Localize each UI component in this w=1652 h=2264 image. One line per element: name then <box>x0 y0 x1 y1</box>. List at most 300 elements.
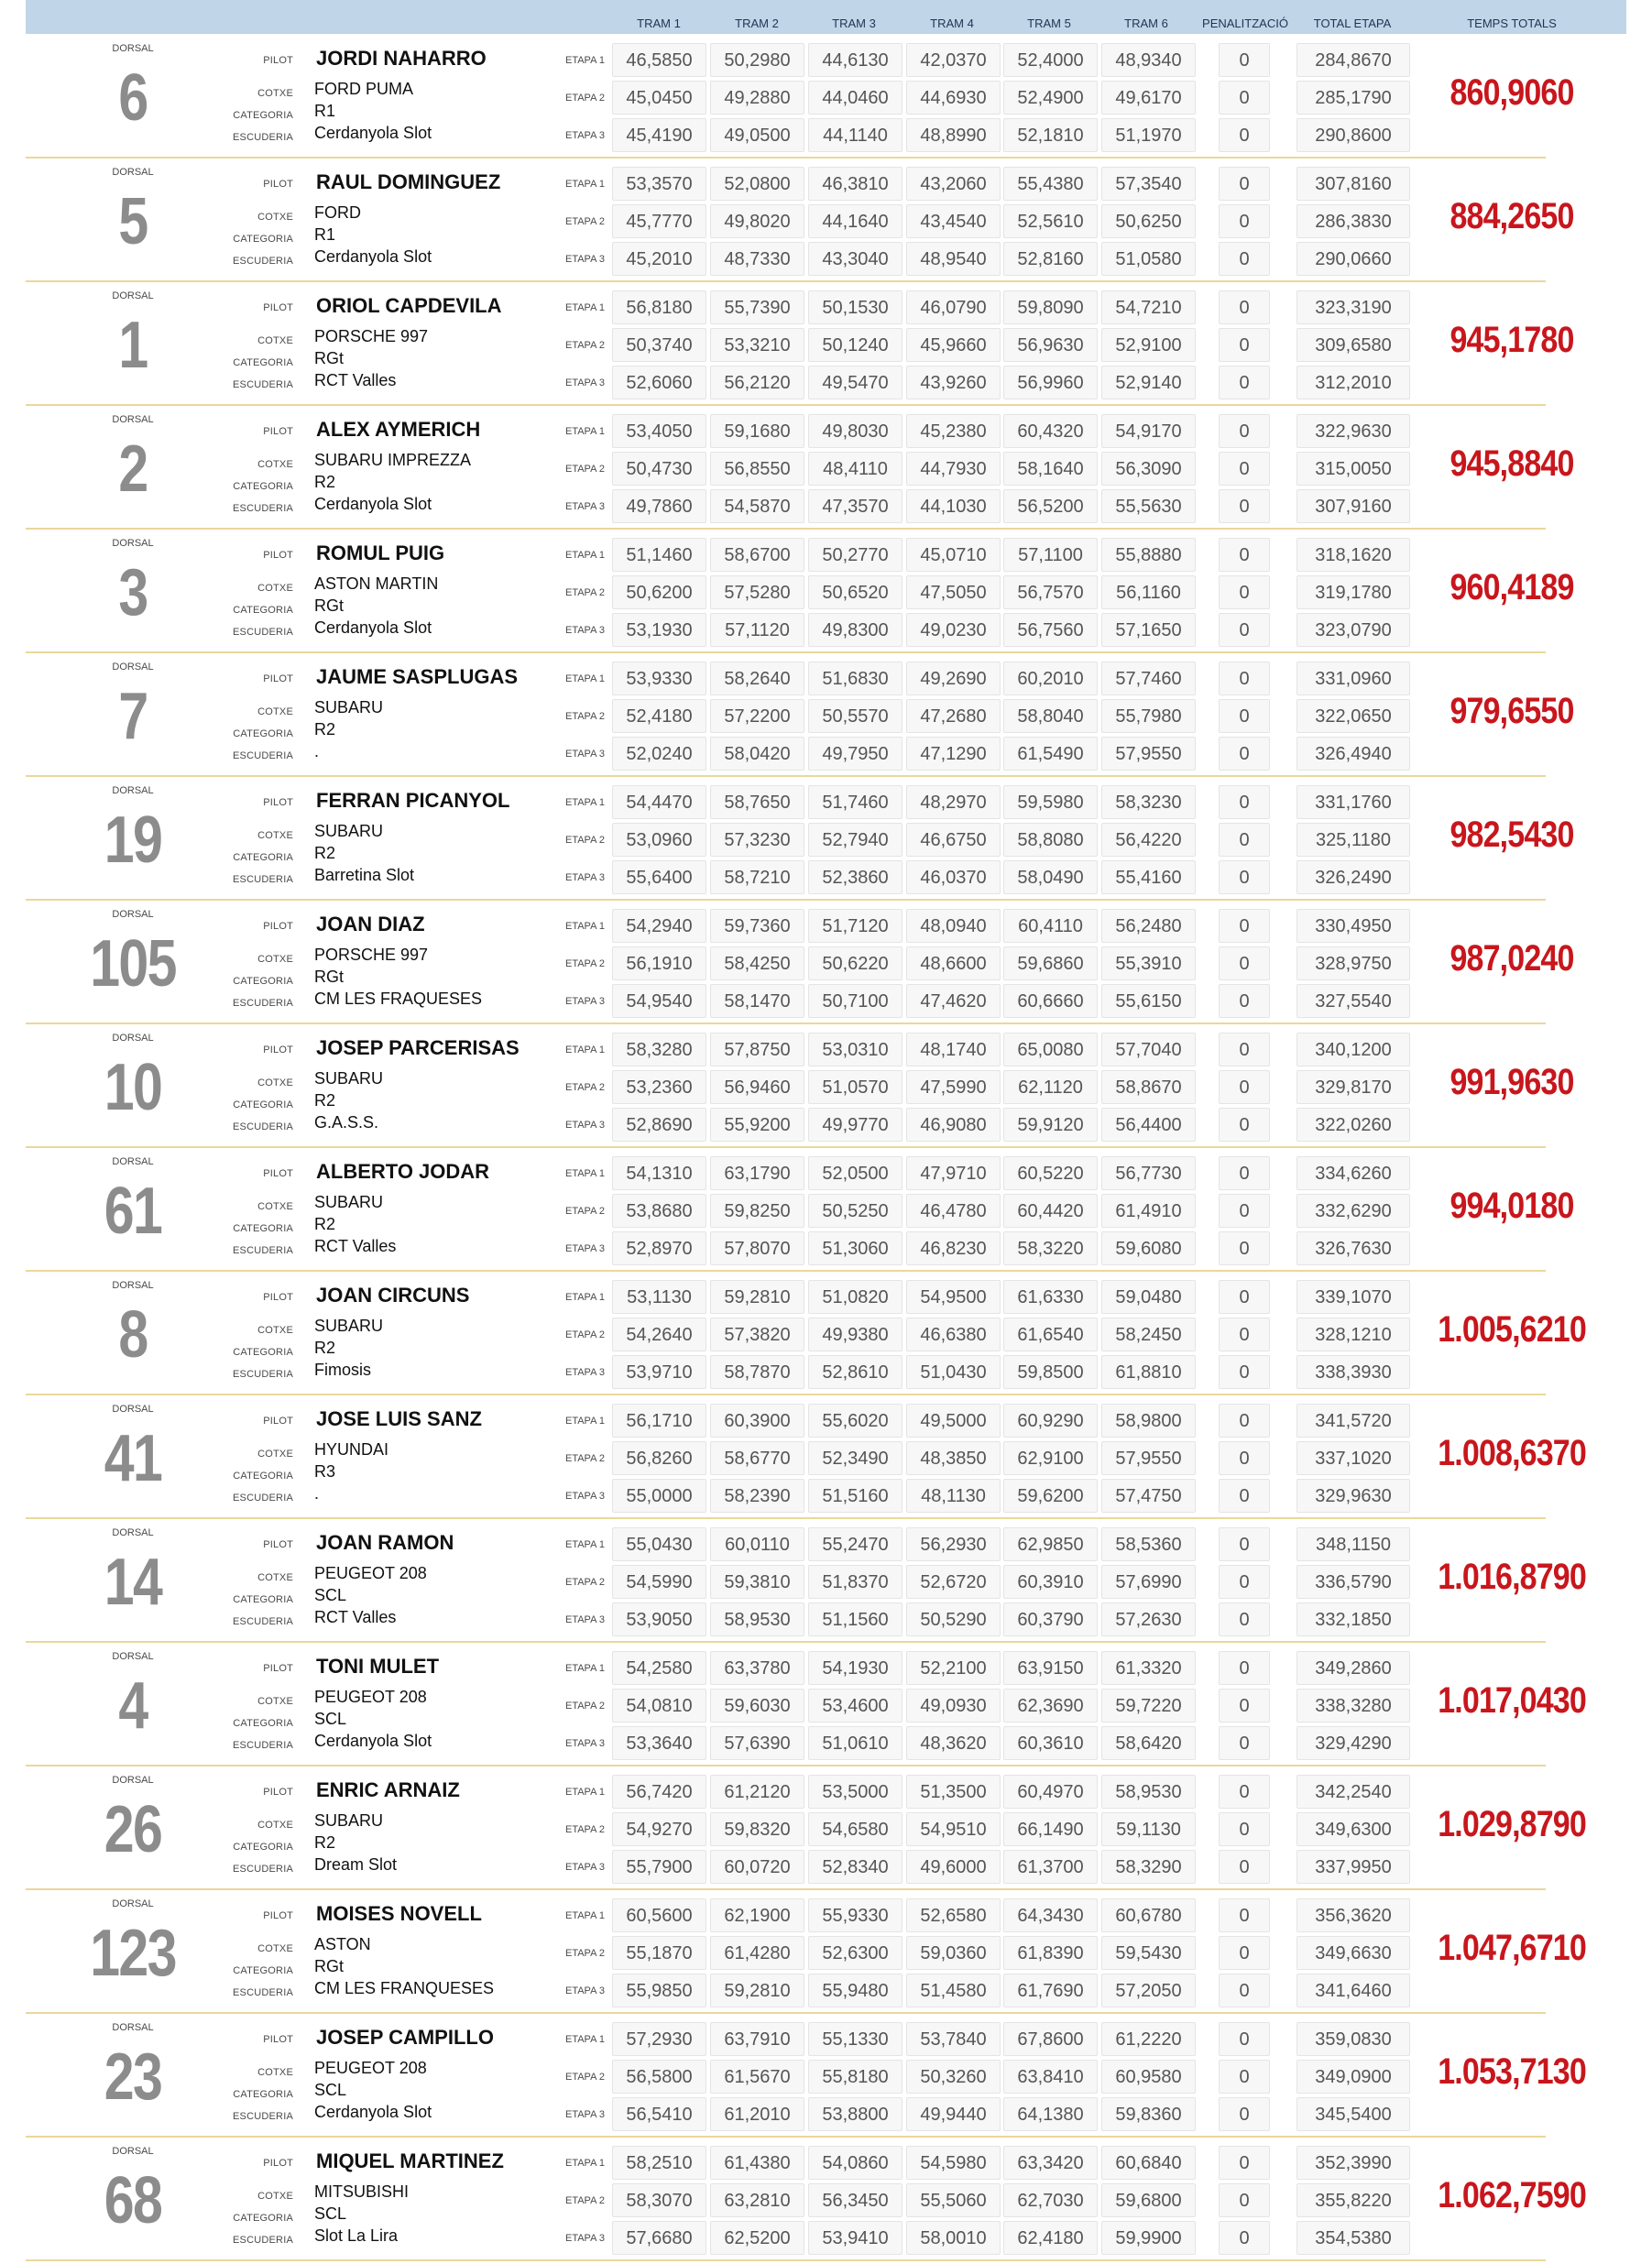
tram-time-cell: 58,8080 <box>1003 823 1098 857</box>
tram-time-cell: 55,9850 <box>612 1974 706 2007</box>
entry-block <box>0 1642 1652 1766</box>
tram-time-cell: 54,2580 <box>612 1651 706 1685</box>
category: R2 <box>314 1833 336 1852</box>
car-model: ASTON MARTIN <box>314 574 439 593</box>
tram-time-cell: 51,0430 <box>906 1355 1001 1389</box>
tram-time-cell: 59,6200 <box>1003 1479 1098 1513</box>
entry-block <box>0 1518 1652 1642</box>
escuderia-label: ESCUDERIA <box>233 1245 293 1256</box>
penalty-cell: 0 <box>1219 366 1270 399</box>
tram-time-cell: 50,6200 <box>612 575 706 609</box>
stage-label: ETAPA 2 <box>564 1577 605 1588</box>
tram-time-cell: 46,6380 <box>906 1318 1001 1351</box>
team: CM LES FRANQUESES <box>314 1979 495 1997</box>
penalty-cell: 0 <box>1219 909 1270 943</box>
entry-block <box>0 776 1652 900</box>
tram-time-cell: 52,4900 <box>1003 81 1098 115</box>
stage-label: ETAPA 3 <box>564 501 605 512</box>
category: R2 <box>314 844 336 862</box>
tram-time-cell: 57,3540 <box>1101 167 1196 201</box>
tram-time-cell: 60,5600 <box>612 1898 706 1932</box>
tram-time-cell: 57,5280 <box>710 575 804 609</box>
escuderia-label: ESCUDERIA <box>233 750 293 761</box>
dorsal-label: DORSAL <box>112 1156 154 1167</box>
tram-time-cell: 56,4400 <box>1101 1108 1196 1142</box>
tram-time-cell: 58,2450 <box>1101 1318 1196 1351</box>
tram-time-cell: 55,7980 <box>1101 699 1196 733</box>
stage-total-cell: 338,3280 <box>1296 1689 1410 1723</box>
categoria-label: CATEGORIA <box>233 234 293 245</box>
penalty-cell: 0 <box>1219 118 1270 152</box>
entry-block <box>0 2137 1652 2260</box>
cotxe-label: COTXE <box>257 459 293 470</box>
penalty-cell: 0 <box>1219 81 1270 115</box>
tram-time-cell: 63,2810 <box>710 2183 804 2217</box>
tram-time-cell: 52,6060 <box>612 366 706 399</box>
tram-time-cell: 58,9530 <box>1101 1775 1196 1809</box>
tram-time-cell: 60,3790 <box>1003 1602 1098 1636</box>
tram-time-cell: 59,8250 <box>710 1194 804 1228</box>
tram-time-cell: 59,6080 <box>1101 1231 1196 1265</box>
tram-time-cell: 51,0610 <box>808 1726 903 1760</box>
penalty-cell: 0 <box>1219 538 1270 572</box>
tram-time-cell: 61,5670 <box>710 2060 804 2094</box>
dorsal-number: 7 <box>118 680 148 753</box>
tram-time-cell: 56,2120 <box>710 366 804 399</box>
tram-time-cell: 57,1100 <box>1003 538 1098 572</box>
tram-time-cell: 49,9440 <box>906 2097 1001 2131</box>
stage-label: ETAPA 3 <box>564 872 605 883</box>
tram-time-cell: 52,8340 <box>808 1850 903 1884</box>
penalty-cell: 0 <box>1219 984 1270 1018</box>
category: SCL <box>314 1710 347 1728</box>
tram-time-cell: 50,3260 <box>906 2060 1001 2094</box>
tram-time-cell: 57,4750 <box>1101 1479 1196 1513</box>
dorsal-label: DORSAL <box>112 167 154 178</box>
penalty-cell: 0 <box>1219 613 1270 647</box>
tram-time-cell: 52,0240 <box>612 737 706 771</box>
tram-time-cell: 63,7910 <box>710 2022 804 2056</box>
tram-time-cell: 59,9900 <box>1101 2221 1196 2255</box>
tram-time-cell: 51,3500 <box>906 1775 1001 1809</box>
tram-time-cell: 47,1290 <box>906 737 1001 771</box>
stage-total-cell: 341,5720 <box>1296 1404 1410 1438</box>
tram-time-cell: 53,9410 <box>808 2221 903 2255</box>
tram-time-cell: 53,0960 <box>612 823 706 857</box>
tram-time-cell: 58,3070 <box>612 2183 706 2217</box>
penalty-cell: 0 <box>1219 823 1270 857</box>
tram-time-cell: 58,9800 <box>1101 1404 1196 1438</box>
stage-label: ETAPA 1 <box>564 550 605 561</box>
stage-label: ETAPA 2 <box>564 587 605 598</box>
tram-time-cell: 48,9540 <box>906 242 1001 276</box>
car-model: SUBARU <box>314 822 384 840</box>
tram-time-cell: 49,8020 <box>710 204 804 238</box>
tram-time-cell: 60,9580 <box>1101 2060 1196 2094</box>
tram-time-cell: 49,6170 <box>1101 81 1196 115</box>
stage-label: ETAPA 2 <box>564 1948 605 1959</box>
tram-time-cell: 46,0790 <box>906 290 1001 324</box>
escuderia-label: ESCUDERIA <box>233 1493 293 1504</box>
penalty-cell: 0 <box>1219 242 1270 276</box>
tram-time-cell: 47,5990 <box>906 1070 1001 1104</box>
tram-time-cell: 60,3610 <box>1003 1726 1098 1760</box>
tram-time-cell: 50,3740 <box>612 328 706 362</box>
row-divider <box>26 2259 1546 2261</box>
categoria-label: CATEGORIA <box>233 728 293 739</box>
car-model: SUBARU IMPREZZA <box>314 451 472 469</box>
tram-time-cell: 48,3620 <box>906 1726 1001 1760</box>
column-header: TRAM 2 <box>735 16 779 30</box>
pilot-name: ROMUL PUIG <box>316 541 445 564</box>
tram-time-cell: 62,7030 <box>1003 2183 1098 2217</box>
pilot-label: PILOT <box>263 302 293 313</box>
tram-time-cell: 51,7460 <box>808 785 903 819</box>
car-model: SUBARU <box>314 1811 384 1830</box>
tram-time-cell: 48,0940 <box>906 909 1001 943</box>
tram-time-cell: 58,7870 <box>710 1355 804 1389</box>
tram-time-cell: 59,3810 <box>710 1565 804 1599</box>
entry-block <box>0 1889 1652 2013</box>
tram-time-cell: 60,0720 <box>710 1850 804 1884</box>
entry-block <box>0 529 1652 652</box>
tram-time-cell: 58,2640 <box>710 662 804 695</box>
tram-time-cell: 57,1650 <box>1101 613 1196 647</box>
stage-total-cell: 359,0830 <box>1296 2022 1410 2056</box>
stage-label: ETAPA 2 <box>564 464 605 475</box>
tram-time-cell: 45,7770 <box>612 204 706 238</box>
dorsal-number: 19 <box>104 804 162 877</box>
pilot-label: PILOT <box>263 1787 293 1798</box>
stage-total-cell: 312,2010 <box>1296 366 1410 399</box>
stage-label: ETAPA 1 <box>564 1539 605 1550</box>
pilot-label: PILOT <box>263 1663 293 1674</box>
tram-time-cell: 51,5160 <box>808 1479 903 1513</box>
car-model: PORSCHE 997 <box>314 327 429 345</box>
tram-time-cell: 55,4160 <box>1101 860 1196 894</box>
penalty-cell: 0 <box>1219 204 1270 238</box>
dorsal-number: 26 <box>104 1793 162 1866</box>
tram-time-cell: 58,7210 <box>710 860 804 894</box>
tram-time-cell: 54,9540 <box>612 984 706 1018</box>
tram-time-cell: 59,5980 <box>1003 785 1098 819</box>
penalty-cell: 0 <box>1219 1355 1270 1389</box>
tram-time-cell: 46,6750 <box>906 823 1001 857</box>
cotxe-label: COTXE <box>257 954 293 965</box>
car-model: SUBARU <box>314 1317 384 1335</box>
stage-label: ETAPA 2 <box>564 93 605 104</box>
penalty-cell: 0 <box>1219 2183 1270 2217</box>
total-time: 982,5430 <box>1450 815 1574 855</box>
tram-time-cell: 55,8180 <box>808 2060 903 2094</box>
stage-label: ETAPA 2 <box>564 1082 605 1093</box>
pilot-name: MOISES NOVELL <box>316 1902 482 1925</box>
tram-time-cell: 55,8880 <box>1101 538 1196 572</box>
escuderia-label: ESCUDERIA <box>233 1987 293 1998</box>
tram-time-cell: 46,0370 <box>906 860 1001 894</box>
tram-time-cell: 55,6150 <box>1101 984 1196 1018</box>
stage-total-cell: 322,0260 <box>1296 1108 1410 1142</box>
stage-label: ETAPA 2 <box>564 958 605 969</box>
stage-total-cell: 326,7630 <box>1296 1231 1410 1265</box>
dorsal-label: DORSAL <box>112 1280 154 1291</box>
categoria-label: CATEGORIA <box>233 1223 293 1234</box>
tram-time-cell: 58,2390 <box>710 1479 804 1513</box>
tram-time-cell: 57,7040 <box>1101 1033 1196 1066</box>
tram-time-cell: 49,5000 <box>906 1404 1001 1438</box>
tram-time-cell: 64,1380 <box>1003 2097 1098 2131</box>
cotxe-label: COTXE <box>257 1449 293 1460</box>
total-time: 1.017,0430 <box>1438 1680 1586 1721</box>
total-time: 991,9630 <box>1450 1062 1574 1102</box>
tram-time-cell: 59,1130 <box>1101 1812 1196 1846</box>
cotxe-label: COTXE <box>257 2067 293 2078</box>
column-header: TRAM 6 <box>1124 16 1168 30</box>
tram-time-cell: 44,7930 <box>906 452 1001 486</box>
entry-block <box>0 1271 1652 1394</box>
team: Dream Slot <box>314 1855 398 1874</box>
tram-time-cell: 56,8180 <box>612 290 706 324</box>
team: G.A.S.S. <box>314 1113 379 1132</box>
tram-time-cell: 47,4620 <box>906 984 1001 1018</box>
stage-total-cell: 356,3620 <box>1296 1898 1410 1932</box>
car-model: PEUGEOT 208 <box>314 1688 427 1706</box>
tram-time-cell: 56,3450 <box>808 2183 903 2217</box>
tram-time-cell: 49,2880 <box>710 81 804 115</box>
tram-time-cell: 47,9710 <box>906 1156 1001 1190</box>
penalty-cell: 0 <box>1219 699 1270 733</box>
tram-time-cell: 60,9290 <box>1003 1404 1098 1438</box>
stage-total-cell: 326,2490 <box>1296 860 1410 894</box>
tram-time-cell: 49,0230 <box>906 613 1001 647</box>
tram-time-cell: 59,8320 <box>710 1812 804 1846</box>
cotxe-label: COTXE <box>257 1077 293 1088</box>
tram-time-cell: 55,4380 <box>1003 167 1098 201</box>
tram-time-cell: 45,2010 <box>612 242 706 276</box>
stage-total-cell: 285,1790 <box>1296 81 1410 115</box>
team: RCT Valles <box>314 1608 397 1626</box>
tram-time-cell: 57,9550 <box>1101 737 1196 771</box>
stage-label: ETAPA 2 <box>564 711 605 722</box>
tram-time-cell: 58,9530 <box>710 1602 804 1636</box>
stage-label: ETAPA 1 <box>564 1787 605 1798</box>
tram-time-cell: 59,8090 <box>1003 290 1098 324</box>
tram-time-cell: 62,9100 <box>1003 1441 1098 1475</box>
tram-time-cell: 56,4220 <box>1101 823 1196 857</box>
tram-time-cell: 44,1640 <box>808 204 903 238</box>
tram-time-cell: 53,3210 <box>710 328 804 362</box>
penalty-cell: 0 <box>1219 1318 1270 1351</box>
stage-total-cell: 307,9160 <box>1296 489 1410 523</box>
tram-time-cell: 53,4600 <box>808 1689 903 1723</box>
tram-time-cell: 61,7690 <box>1003 1974 1098 2007</box>
stage-total-cell: 332,1850 <box>1296 1602 1410 1636</box>
penalty-cell: 0 <box>1219 2060 1270 2094</box>
tram-time-cell: 56,8550 <box>710 452 804 486</box>
dorsal-number: 5 <box>118 185 148 258</box>
stage-total-cell: 337,9950 <box>1296 1850 1410 1884</box>
pilot-label: PILOT <box>263 2034 293 2045</box>
tram-time-cell: 49,5470 <box>808 366 903 399</box>
tram-time-cell: 56,2480 <box>1101 909 1196 943</box>
tram-time-cell: 51,3060 <box>808 1231 903 1265</box>
dorsal-label: DORSAL <box>112 1033 154 1044</box>
total-time: 994,0180 <box>1450 1186 1574 1226</box>
escuderia-label: ESCUDERIA <box>233 2235 293 2246</box>
car-model: HYUNDAI <box>314 1440 389 1459</box>
penalty-cell: 0 <box>1219 1936 1270 1970</box>
stage-label: ETAPA 1 <box>564 921 605 932</box>
stage-label: ETAPA 2 <box>564 2072 605 2083</box>
categoria-label: CATEGORIA <box>233 1471 293 1482</box>
tram-time-cell: 52,8970 <box>612 1231 706 1265</box>
tram-time-cell: 52,8160 <box>1003 242 1098 276</box>
tram-time-cell: 52,7940 <box>808 823 903 857</box>
tram-time-cell: 53,0310 <box>808 1033 903 1066</box>
categoria-label: CATEGORIA <box>233 1718 293 1729</box>
tram-time-cell: 54,9270 <box>612 1812 706 1846</box>
pilot-name: JAUME SASPLUGAS <box>316 665 519 688</box>
cotxe-label: COTXE <box>257 212 293 223</box>
category: R2 <box>314 1215 336 1233</box>
pilot-name: JOAN RAMON <box>316 1531 454 1554</box>
dorsal-label: DORSAL <box>112 43 154 54</box>
tram-time-cell: 61,8810 <box>1101 1355 1196 1389</box>
car-model: ASTON <box>314 1935 371 1953</box>
tram-time-cell: 62,1120 <box>1003 1070 1098 1104</box>
stage-total-cell: 349,2860 <box>1296 1651 1410 1685</box>
tram-time-cell: 57,6390 <box>710 1726 804 1760</box>
tram-time-cell: 51,1460 <box>612 538 706 572</box>
results-table <box>0 34 1652 2260</box>
tram-time-cell: 52,9140 <box>1101 366 1196 399</box>
stage-total-cell: 336,5790 <box>1296 1565 1410 1599</box>
categoria-label: CATEGORIA <box>233 481 293 492</box>
tram-time-cell: 46,5850 <box>612 43 706 77</box>
dorsal-number: 8 <box>118 1298 148 1372</box>
stage-label: ETAPA 3 <box>564 377 605 388</box>
dorsal-number: 41 <box>104 1422 162 1495</box>
dorsal-number: 6 <box>118 61 148 135</box>
pilot-label: PILOT <box>263 797 293 808</box>
escuderia-label: ESCUDERIA <box>233 1864 293 1875</box>
escuderia-label: ESCUDERIA <box>233 1121 293 1132</box>
car-model: PEUGEOT 208 <box>314 2059 427 2077</box>
tram-time-cell: 56,9460 <box>710 1070 804 1104</box>
tram-time-cell: 48,3850 <box>906 1441 1001 1475</box>
pilot-name: JOSEP PARCERISAS <box>316 1036 520 1059</box>
tram-time-cell: 51,0570 <box>808 1070 903 1104</box>
column-header: TOTAL ETAPA <box>1313 16 1392 30</box>
penalty-cell: 0 <box>1219 1651 1270 1685</box>
tram-time-cell: 49,0930 <box>906 1689 1001 1723</box>
penalty-cell: 0 <box>1219 1070 1270 1104</box>
stage-total-cell: 318,1620 <box>1296 538 1410 572</box>
dorsal-label: DORSAL <box>112 909 154 920</box>
team: . <box>314 1484 320 1503</box>
tram-time-cell: 60,4110 <box>1003 909 1098 943</box>
cotxe-label: COTXE <box>257 335 293 346</box>
tram-time-cell: 56,1710 <box>612 1404 706 1438</box>
penalty-cell: 0 <box>1219 785 1270 819</box>
tram-time-cell: 58,0420 <box>710 737 804 771</box>
tram-time-cell: 52,4180 <box>612 699 706 733</box>
tram-time-cell: 62,1900 <box>710 1898 804 1932</box>
entry-block <box>0 2013 1652 2137</box>
tram-time-cell: 49,0500 <box>710 118 804 152</box>
stage-label: ETAPA 3 <box>564 1614 605 1625</box>
tram-time-cell: 48,8990 <box>906 118 1001 152</box>
tram-time-cell: 62,3690 <box>1003 1689 1098 1723</box>
categoria-label: CATEGORIA <box>233 976 293 987</box>
pilot-name: ORIOL CAPDEVILA <box>316 294 502 317</box>
stage-total-cell: 322,9630 <box>1296 414 1410 448</box>
stage-label: ETAPA 3 <box>564 2233 605 2244</box>
dorsal-number: 10 <box>104 1051 162 1124</box>
tram-time-cell: 52,8610 <box>808 1355 903 1389</box>
tram-time-cell: 52,4000 <box>1003 43 1098 77</box>
tram-time-cell: 63,8410 <box>1003 2060 1098 2094</box>
tram-time-cell: 61,6540 <box>1003 1318 1098 1351</box>
tram-time-cell: 51,0820 <box>808 1280 903 1314</box>
tram-time-cell: 50,1240 <box>808 328 903 362</box>
escuderia-label: ESCUDERIA <box>233 379 293 390</box>
tram-time-cell: 52,9100 <box>1101 328 1196 362</box>
stage-total-cell: 329,9630 <box>1296 1479 1410 1513</box>
stage-total-cell: 323,0790 <box>1296 613 1410 647</box>
tram-time-cell: 55,6020 <box>808 1404 903 1438</box>
team: . <box>314 742 320 760</box>
pilot-label: PILOT <box>263 1539 293 1550</box>
total-time: 1.053,7130 <box>1438 2051 1586 2092</box>
escuderia-label: ESCUDERIA <box>233 132 293 143</box>
tram-time-cell: 48,6600 <box>906 946 1001 980</box>
tram-time-cell: 56,5410 <box>612 2097 706 2131</box>
tram-time-cell: 51,8370 <box>808 1565 903 1599</box>
tram-time-cell: 51,6830 <box>808 662 903 695</box>
tram-time-cell: 58,0490 <box>1003 860 1098 894</box>
tram-time-cell: 59,5430 <box>1101 1936 1196 1970</box>
stage-total-cell: 284,8670 <box>1296 43 1410 77</box>
stage-total-cell: 349,6300 <box>1296 1812 1410 1846</box>
entry-block <box>0 1394 1652 1518</box>
tram-time-cell: 53,5000 <box>808 1775 903 1809</box>
pilot-name: JOAN CIRCUNS <box>316 1284 470 1307</box>
tram-time-cell: 54,2640 <box>612 1318 706 1351</box>
tram-time-cell: 49,7950 <box>808 737 903 771</box>
tram-time-cell: 43,3040 <box>808 242 903 276</box>
penalty-cell: 0 <box>1219 414 1270 448</box>
pilot-name: TONI MULET <box>316 1655 440 1678</box>
stage-label: ETAPA 2 <box>564 1701 605 1712</box>
tram-time-cell: 60,6780 <box>1101 1898 1196 1932</box>
categoria-label: CATEGORIA <box>233 357 293 368</box>
tram-time-cell: 59,2810 <box>710 1280 804 1314</box>
tram-time-cell: 58,3280 <box>612 1033 706 1066</box>
dorsal-label: DORSAL <box>112 538 154 549</box>
pilot-name: JOSEP CAMPILLO <box>316 2026 494 2049</box>
dorsal-number: 14 <box>104 1546 162 1619</box>
team: Barretina Slot <box>314 866 415 884</box>
tram-time-cell: 58,1640 <box>1003 452 1098 486</box>
car-model: PORSCHE 997 <box>314 946 429 964</box>
tram-time-cell: 54,5870 <box>710 489 804 523</box>
tram-time-cell: 54,9170 <box>1101 414 1196 448</box>
dorsal-label: DORSAL <box>112 2022 154 2033</box>
tram-time-cell: 43,4540 <box>906 204 1001 238</box>
stage-total-cell: 355,8220 <box>1296 2183 1410 2217</box>
tram-time-cell: 58,3230 <box>1101 785 1196 819</box>
